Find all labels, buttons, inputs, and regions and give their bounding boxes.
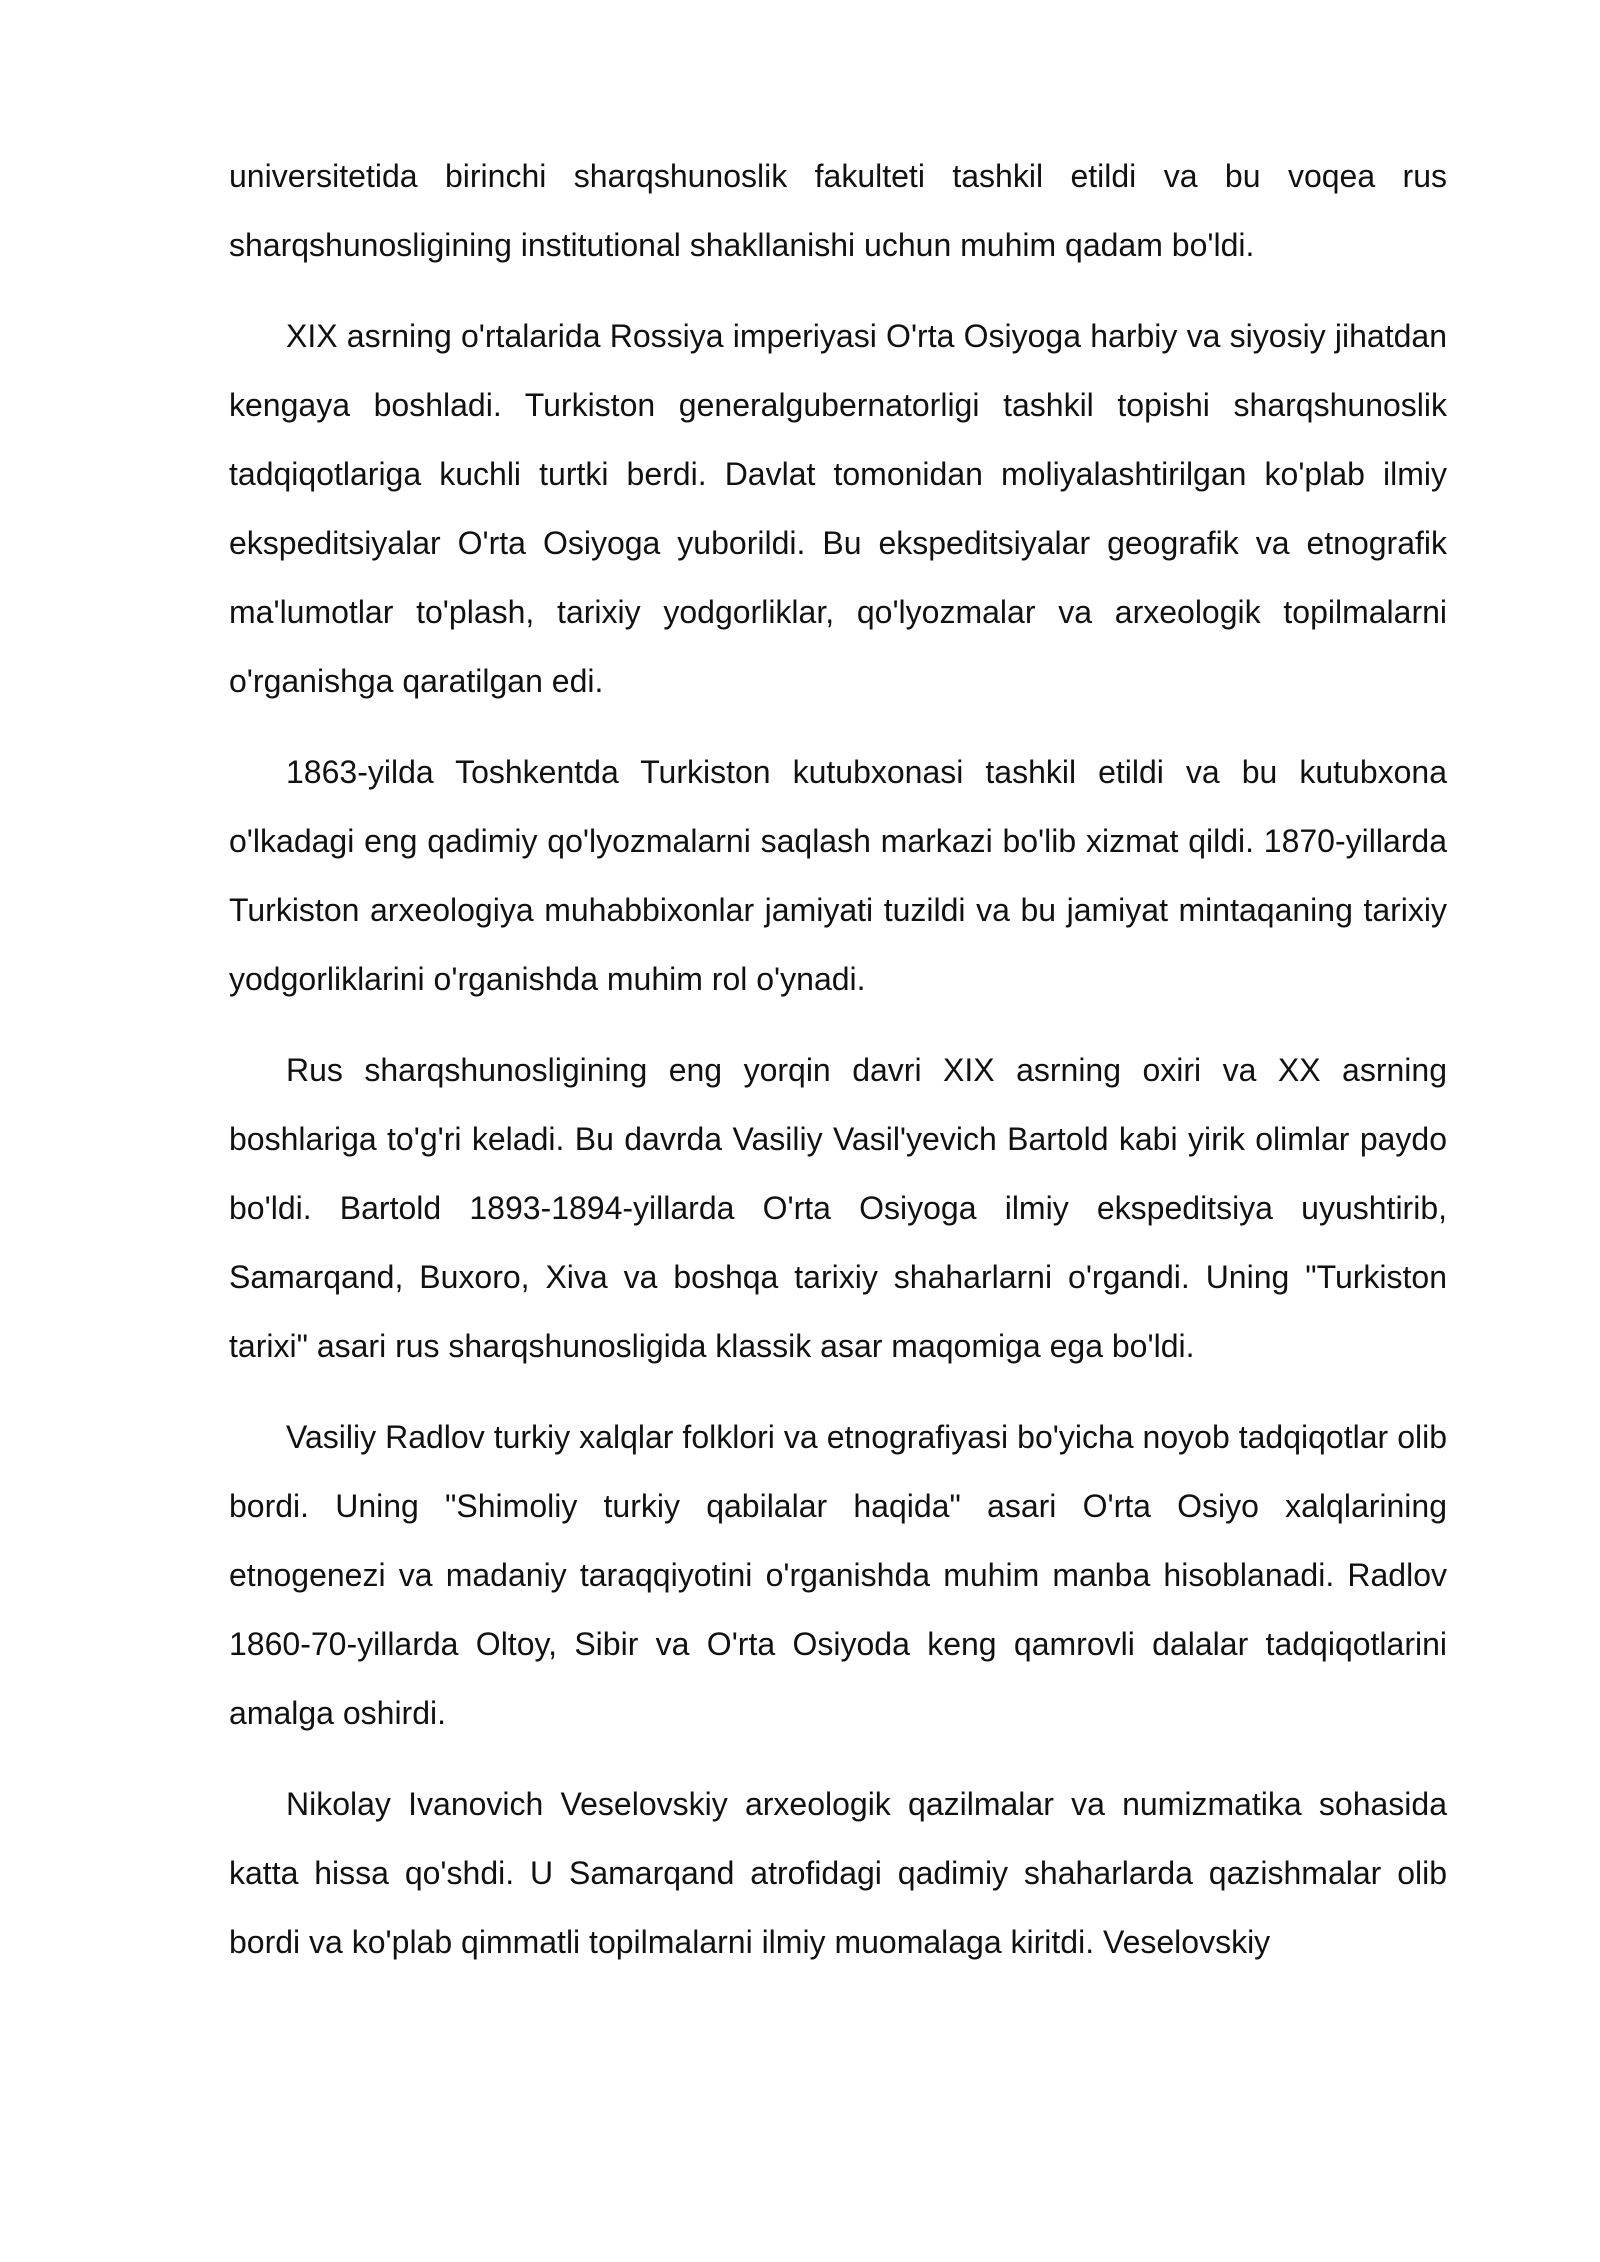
document-body xyxy=(229,142,1447,1999)
paragraph-1: universitetida birinchi sharqshunoslik fakulteti tashkil etildi va bu voqea rus sharqshunosligining institutional shakllanishi uchun muhim qadam bo'ldi. xyxy=(229,158,1447,263)
paragraph-4: Rus sharqshunosligining eng yorqin davri XIX asrning oxiri va XX asrning boshlariga to'g'ri keladi. Bu davrda Vasiliy Vasil'yevich Bartold kabi yirik olimlar paydo bo'ldi. Bartold 1893-1894-yillarda O'rta Osiyoga ilmiy ekspeditsiya uyushtirib, Samarqand, Buxoro, Xiva va boshqa tarixiy shaharlarni o'rgandi. Uning "Turkiston tarixi" asari rus sharqshunosligida klassik asar maqomiga ega bo'ldi. xyxy=(229,1052,1447,1364)
paragraph-3: 1863-yilda Toshkentda Turkiston kutubxonasi tashkil etildi va bu kutubxona o'lkadagi eng qadimiy qo'lyozmalarni saqlash markazi bo'lib xizmat qildi. 1870-yillarda Turkiston arxeologiya muhabbixonlar jamiyati tuzildi va bu jamiyat mintaqaning tarixiy yodgorliklarini o'rganishda muhim rol o'ynadi. xyxy=(229,754,1447,997)
paragraph-6: Nikolay Ivanovich Veselovskiy arxeologik qazilmalar va numizmatika sohasida katta hissa qo'shdi. U Samarqand atrofidagi qadimiy shaharlarda qazishmalar olib bordi va ko'plab qimmatli topilmalarni ilmiy muomalaga kiritdi. Veselovskiy xyxy=(229,1786,1447,1960)
paragraph-2: XIX asrning o'rtalarida Rossiya imperiyasi O'rta Osiyoga harbiy va siyosiy jihatdan kengaya boshladi. Turkiston generalgubernatorligi tashkil topishi sharqshunoslik tadqiqotlariga kuchli turtki berdi. Davlat tomonidan moliyalashtirilgan ko'plab ilmiy ekspeditsiyalar O'rta Osiyoga yuborildi. Bu ekspeditsiyalar geografik va etnografik ma'lumotlar to'plash, tarixiy yodgorliklar, qo'lyozmalar va arxeologik topilmalarni o'rganishga qaratilgan edi. xyxy=(229,318,1447,699)
paragraph-5: Vasiliy Radlov turkiy xalqlar folklori va etnografiyasi bo'yicha noyob tadqiqotlar olib bordi. Uning "Shimoliy turkiy qabilalar haqida" asari O'rta Osiyo xalqlarining etnogenezi va madaniy taraqqiyotini o'rganishda muhim manba hisoblanadi. Radlov 1860-70-yillarda Oltoy, Sibir va O'rta Osiyoda keng qamrovli dalalar tadqiqotlarini amalga oshirdi. xyxy=(229,1419,1447,1731)
